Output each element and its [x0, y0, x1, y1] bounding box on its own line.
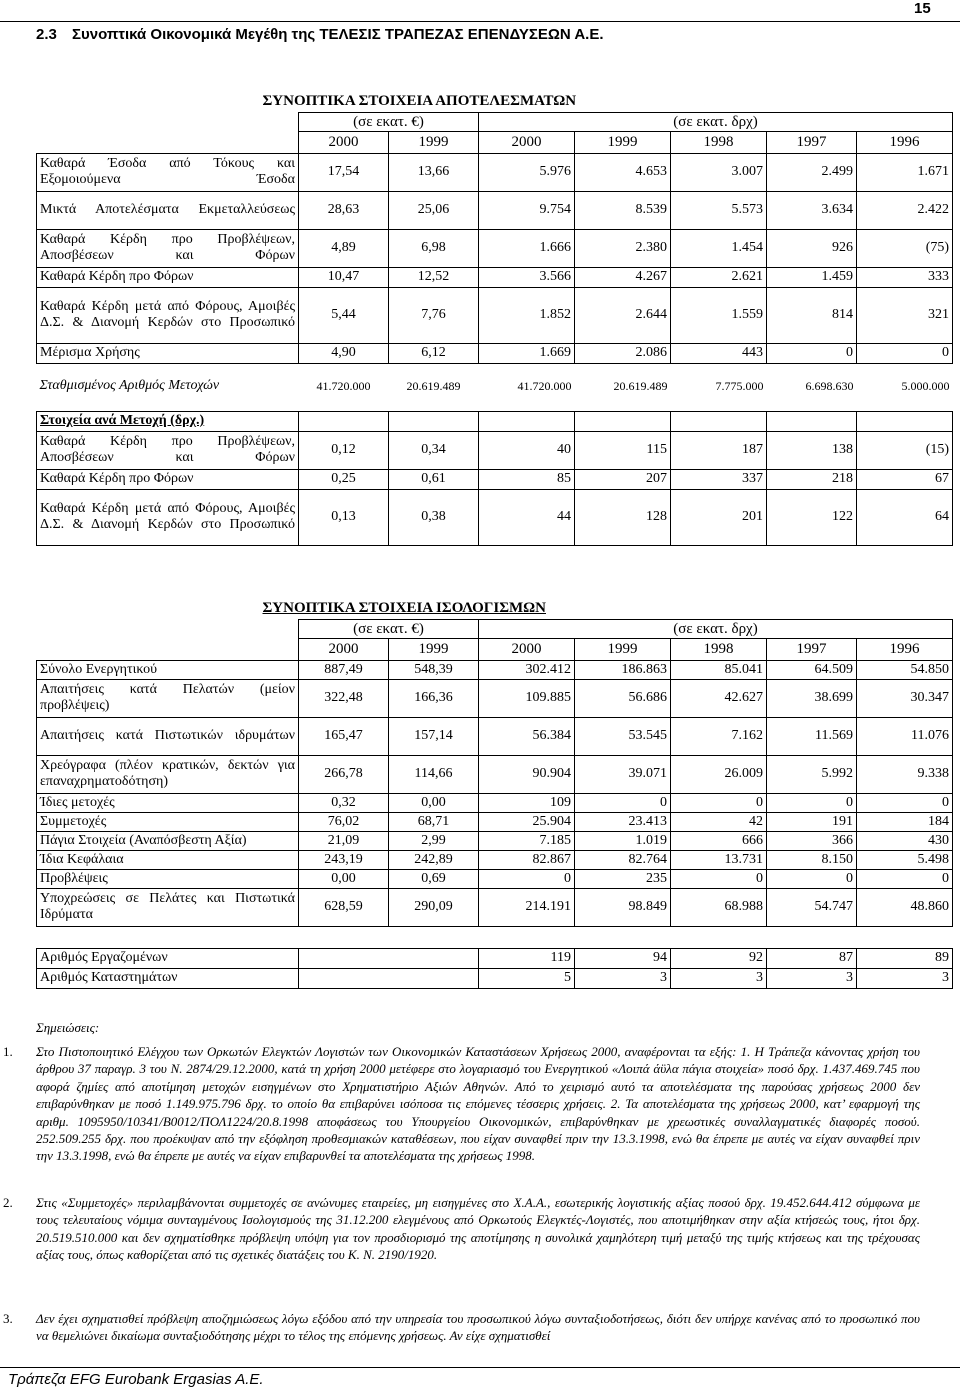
results-row-value: 13,66: [389, 153, 479, 191]
results-row-value: 4,90: [299, 343, 389, 363]
note-3-number: 3.: [3, 1311, 13, 1326]
balance-row-value: 7.162: [671, 717, 767, 755]
balance-row-value: 54.747: [767, 888, 857, 926]
per-share-row-value: 207: [575, 469, 671, 489]
results-row-value: 4,89: [299, 229, 389, 267]
results-row-label: Καθαρά Έσοδα από Τόκους και Εξομοιούμενα Έσοδα: [37, 153, 299, 191]
results-row-value: 2.621: [671, 267, 767, 287]
extra-row-value: 119: [479, 948, 575, 968]
balance-row: [37, 812, 953, 831]
per-share-row: [37, 469, 953, 489]
page-number: 15: [914, 0, 931, 17]
note-2-text: Στις «Συμμετοχές» περιλαμβάνονται συμμετοχές σε ανώνυμες εταιρείες, μη εισηγμένες στο Χ.Α.Α., εσωτερικής λογιστικής αξίας ποσού δρχ. 19.452.644.412 σύμφωνα με τους τελευταίους νόμιμα συνταγμένους Ισολογισμούς της 31.12.200 ελεγμένους από Ορκωτούς Ελεγκτές-Λογιστές, που αποτιμήθηκαν στην αξία κτήσεώς τους, ήτοι δρχ. 20.519.510.000 και δεν σχηματίσθηκε πρόβλεψη υπόψη για τον προσδιορισμό της αποτίμησης η συνολικά χαμηλότερη τιμή μεταξύ της τιμής κτήσεως και της τρέχουσας αξίας τους, όπως καθορίζεται από τις σχετικές διατάξεις του Κ. Ν. 2190/1920.: [36, 1195, 920, 1263]
balance-row-value: 13.731: [671, 850, 767, 869]
balance-row-value: 2,99: [389, 831, 479, 850]
balance-row-value: 76,02: [299, 812, 389, 831]
results-row-value: 8.539: [575, 191, 671, 229]
results-row-value: 7,76: [389, 287, 479, 343]
balance-row-value: 0: [857, 869, 953, 888]
per-share-row-value: 187: [671, 431, 767, 469]
balance-row-value: 184: [857, 812, 953, 831]
balance-row-label: Υποχρεώσεις σε Πελάτες και Πιστωτικά Ιδρύματα: [37, 888, 299, 926]
balance-row: [37, 793, 953, 812]
extra-row-empty: [299, 948, 479, 968]
balance-year-5: 1998: [671, 638, 767, 660]
balance-row-value: 9.338: [857, 755, 953, 793]
balance-row-label: Πάγια Στοιχεία (Αναπόσβεστη Αξία): [37, 831, 299, 850]
balance-row-value: 8.150: [767, 850, 857, 869]
results-row-label: Καθαρά Κέρδη μετά από Φόρους, Αμοιβές Δ.Σ. & Διανομή Κερδών στο Προσωπικό: [37, 287, 299, 343]
balance-row: [37, 755, 953, 793]
note-1-text: Στο Πιστοποιητικό Ελέγχου των Ορκωτών Ελεγκτών Λογιστών των Οικονομικών Καταστάσεων Χρήσεως 2000, αναφέρονται τα εξής: 1. Η Τράπεζα κάνοντας χρήση του άρθρου 37 παραγρ. 3 του Ν. 2874/29.12.2000, κατά τη χρήση 2000 μετέφερε στο λογαριασμό του Ενεργητικού «Λοιπά άϋλα πάγια στοιχεία» ποσό δρχ. 1.437.469.745 που αφορά ζημίες από αποτίμηση μετοχών εισηγμένων στο Χρηματιστήριο Αξιών Αθηνών. Από το χειρισμό αυτό τα αποτελέσματα της παρούσας χρήσεως 2000 δεν επιβαρύνθηκαν με ποσό 1.149.975.796 δρχ. το οποίο θα επιβαρύνει ισόποσα τις επόμενες τέσσερις χρήσεις. 2. Τα αποτελέσματα της χρήσεως 2000, κατ’ εφαρμογή της αριθμ. 1095950/10341/Β0012/ΠΟΛ1224/20.8.1998 αποφάσεως του Υπουργείου Οικονομικών, επιβαρύνθηκαν με χρεωστικές συναλλαγματικές διαφορές ποσού. 252.509.255 δρχ. που προέκυψαν από την εξόφληση προθεσμιακών καταθέσεων, που είχαν συναφθεί πριν την 13.3.1998, ενώ θα έπρεπε με αυτές να είχαν συναφθεί πριν την 13.3.1998, ενώ θα έπρεπε με αυτές να είχαν επιβαρυνθεί τα αποτελέσματα της χρήσεως 1998.: [36, 1044, 920, 1164]
results-row-label: Καθαρά Κέρδη προ Προβλέψεων, Αποσβέσεων και Φόρων: [37, 229, 299, 267]
balance-row-value: 0: [767, 793, 857, 812]
footer-text: Τράπεζα EFG Eurobank Ergasias A.E.: [8, 1371, 264, 1388]
shares-row-value: 7.775.000: [715, 379, 764, 393]
per-share-row-value: 0,61: [389, 469, 479, 489]
balance-row-value: 0: [671, 793, 767, 812]
balance-row: [37, 679, 953, 717]
balance-unit-drx: (σε εκατ. δρχ): [479, 619, 953, 638]
shares-row-value: 20.619.489: [613, 379, 668, 393]
per-share-title: Στοιχεία ανά Μετοχή (δρχ.): [37, 411, 299, 431]
per-share-row-value: 115: [575, 431, 671, 469]
balance-table: [36, 597, 953, 989]
results-row: [37, 287, 953, 343]
balance-unit-eur: (σε εκατ. €): [299, 619, 479, 638]
shares-row-value: 5.000.000: [901, 379, 950, 393]
results-row-value: 0: [767, 343, 857, 363]
shares-row-value: 6.698.630: [805, 379, 854, 393]
results-row-value: 1.459: [767, 267, 857, 287]
balance-row-value: 109: [479, 793, 575, 812]
results-row-value: 1.559: [671, 287, 767, 343]
shares-row: [37, 373, 953, 399]
results-year-5: 1998: [671, 131, 767, 153]
balance-row-label: Σύνολο Ενεργητικού: [37, 660, 299, 679]
balance-row-label: Ίδιες μετοχές: [37, 793, 299, 812]
note-3-text: Δεν έχει σχηματισθεί πρόβλεψη αποζημιώσεως λόγω εξόδου από την υπηρεσία του προσωπικού λόγω συνταξιοδοτήσεως, διότι δεν υπήρχε κανένας από το προσωπικό που να θεμελιώνει δικαίωμα συνταξιοδότησης μέχρι το τέλος της επόμενης χρήσεως. Αν είχε σχηματισθεί: [36, 1311, 920, 1344]
results-row-value: 4.653: [575, 153, 671, 191]
extra-row-value: 5: [479, 968, 575, 988]
results-row-value: 443: [671, 343, 767, 363]
per-share-row: [37, 489, 953, 545]
results-unit-drx: (σε εκατ. δρχ): [479, 112, 953, 131]
balance-year-7: 1996: [857, 638, 953, 660]
shares-row-value: 41.720.000: [517, 379, 572, 393]
results-row-value: 3.566: [479, 267, 575, 287]
results-row-label: Μέρισμα Χρήσης: [37, 343, 299, 363]
balance-row-value: 0: [479, 869, 575, 888]
results-year-3: 2000: [479, 131, 575, 153]
balance-row-label: Ίδια Κεφάλαια: [37, 850, 299, 869]
per-share-row-value: 0,34: [389, 431, 479, 469]
section-heading: [36, 26, 604, 43]
extra-row: [37, 968, 953, 988]
results-year-2: 1999: [389, 131, 479, 153]
balance-row-value: 82.867: [479, 850, 575, 869]
balance-row-value: 166,36: [389, 679, 479, 717]
per-share-row-value: 85: [479, 469, 575, 489]
extra-row-value: 3: [767, 968, 857, 988]
results-row: [37, 343, 953, 363]
balance-row-value: 366: [767, 831, 857, 850]
balance-row-value: 548,39: [389, 660, 479, 679]
per-share-row-label: Καθαρά Κέρδη προ Προβλέψεων, Αποσβέσεων και Φόρων: [37, 431, 299, 469]
results-row-value: 3.007: [671, 153, 767, 191]
results-row-value: 28,63: [299, 191, 389, 229]
balance-row-value: 0: [671, 869, 767, 888]
results-row-value: 1.669: [479, 343, 575, 363]
extra-row-value: 92: [671, 948, 767, 968]
per-share-row-value: 138: [767, 431, 857, 469]
balance-year-2: 1999: [389, 638, 479, 660]
note-2: [3, 1194, 920, 1264]
results-row-value: 5,44: [299, 287, 389, 343]
balance-row: [37, 888, 953, 926]
results-title: ΣΥΝΟΠΤΙΚΑ ΣΤΟΙΧΕΙΑ ΑΠΟΤΕΛΕΣΜΑΤΩΝ: [262, 92, 577, 109]
results-row-value: 814: [767, 287, 857, 343]
balance-row-value: 302.412: [479, 660, 575, 679]
extra-row-value: 89: [857, 948, 953, 968]
balance-row-value: 5.498: [857, 850, 953, 869]
balance-row-label: Χρεόγραφα (πλέον κρατικών, δεκτών για επαναχρηματοδότηση): [37, 755, 299, 793]
balance-row-value: 1.019: [575, 831, 671, 850]
results-row: [37, 229, 953, 267]
balance-row-value: 0: [767, 869, 857, 888]
results-year-6: 1997: [767, 131, 857, 153]
extra-row-value: 3: [575, 968, 671, 988]
balance-row: [37, 850, 953, 869]
per-share-row-value: (15): [857, 431, 953, 469]
per-share-row-value: 337: [671, 469, 767, 489]
shares-row-value: 20.619.489: [406, 379, 461, 393]
balance-row-value: 628,59: [299, 888, 389, 926]
balance-row-value: 38.699: [767, 679, 857, 717]
results-row: [37, 153, 953, 191]
extra-row-label: Αριθμός Καταστημάτων: [37, 968, 299, 988]
balance-year-6: 1997: [767, 638, 857, 660]
results-row-value: 2.422: [857, 191, 953, 229]
extra-row-empty: [299, 968, 479, 988]
balance-row-value: 54.850: [857, 660, 953, 679]
per-share-row-value: 0,12: [299, 431, 389, 469]
results-row-value: 2.499: [767, 153, 857, 191]
results-row-value: 3.634: [767, 191, 857, 229]
balance-row: [37, 717, 953, 755]
results-row-value: 2.380: [575, 229, 671, 267]
extra-row-value: 87: [767, 948, 857, 968]
balance-row-label: Απαιτήσεις κατά Πιστωτικών ιδρυμάτων: [37, 717, 299, 755]
results-row-label: Καθαρά Κέρδη προ Φόρων: [37, 267, 299, 287]
balance-row-value: 85.041: [671, 660, 767, 679]
balance-row-value: 26.009: [671, 755, 767, 793]
note-1-number: 1.: [3, 1044, 13, 1059]
section-number: 2.3: [36, 26, 57, 43]
per-share-row-value: 67: [857, 469, 953, 489]
balance-row-value: 7.185: [479, 831, 575, 850]
balance-row-value: 0: [857, 793, 953, 812]
results-row-value: (75): [857, 229, 953, 267]
results-row-value: 2.086: [575, 343, 671, 363]
per-share-row-value: 0,25: [299, 469, 389, 489]
balance-row: [37, 831, 953, 850]
results-unit-eur: (σε εκατ. €): [299, 112, 479, 131]
balance-row-value: 23.413: [575, 812, 671, 831]
per-share-row-value: 0,38: [389, 489, 479, 545]
balance-row-value: 21,09: [299, 831, 389, 850]
results-row-value: 5.573: [671, 191, 767, 229]
results-row-value: 4.267: [575, 267, 671, 287]
per-share-row-value: 40: [479, 431, 575, 469]
balance-row-value: 266,78: [299, 755, 389, 793]
extra-row-value: 3: [857, 968, 953, 988]
balance-row-value: 48.860: [857, 888, 953, 926]
per-share-row-value: 218: [767, 469, 857, 489]
footer-rule: [0, 1367, 960, 1368]
balance-row-value: 39.071: [575, 755, 671, 793]
results-row-label: Μικτά Αποτελέσματα Εκμεταλλεύσεως: [37, 191, 299, 229]
results-row-value: 1.852: [479, 287, 575, 343]
balance-row-value: 68,71: [389, 812, 479, 831]
extra-row-value: 94: [575, 948, 671, 968]
balance-row-value: 0: [575, 793, 671, 812]
per-share-row-value: 122: [767, 489, 857, 545]
per-share-row-value: 201: [671, 489, 767, 545]
balance-row-value: 235: [575, 869, 671, 888]
balance-row-value: 666: [671, 831, 767, 850]
per-share-row-value: 0,13: [299, 489, 389, 545]
balance-year-3: 2000: [479, 638, 575, 660]
results-year-1: 2000: [299, 131, 389, 153]
balance-row-value: 56.686: [575, 679, 671, 717]
balance-row-value: 114,66: [389, 755, 479, 793]
balance-row-value: 0,32: [299, 793, 389, 812]
notes-title: Σημειώσεις:: [36, 1020, 100, 1035]
balance-row-value: 30.347: [857, 679, 953, 717]
results-row-value: 2.644: [575, 287, 671, 343]
balance-row-value: 109.885: [479, 679, 575, 717]
results-row-value: 10,47: [299, 267, 389, 287]
balance-row-value: 887,49: [299, 660, 389, 679]
balance-row-value: 11.076: [857, 717, 953, 755]
extra-row-value: 3: [671, 968, 767, 988]
balance-row-value: 11.569: [767, 717, 857, 755]
per-share-row: [37, 431, 953, 469]
results-row-value: 333: [857, 267, 953, 287]
balance-row-value: 0,00: [299, 869, 389, 888]
per-share-row-value: 128: [575, 489, 671, 545]
balance-row-value: 53.545: [575, 717, 671, 755]
results-row-value: 17,54: [299, 153, 389, 191]
per-share-row-value: 44: [479, 489, 575, 545]
balance-row: [37, 660, 953, 679]
results-year-4: 1999: [575, 131, 671, 153]
note-2-number: 2.: [3, 1195, 13, 1210]
per-share-row-value: 64: [857, 489, 953, 545]
balance-row-label: Απαιτήσεις κατά Πελατών (μείον προβλέψεις): [37, 679, 299, 717]
balance-row-value: 165,47: [299, 717, 389, 755]
balance-row-value: 64.509: [767, 660, 857, 679]
results-row-value: 12,52: [389, 267, 479, 287]
balance-year-4: 1999: [575, 638, 671, 660]
section-title: Συνοπτικά Οικονομικά Μεγέθη της ΤΕΛΕΣΙΣ ΤΡΑΠΕΖΑΣ ΕΠΕΝΔΥΣΕΩΝ Α.Ε.: [72, 26, 604, 43]
results-year-7: 1996: [857, 131, 953, 153]
balance-row-value: 243,19: [299, 850, 389, 869]
balance-row-value: 290,09: [389, 888, 479, 926]
results-row-value: 321: [857, 287, 953, 343]
results-row-value: 1.666: [479, 229, 575, 267]
balance-row-value: 242,89: [389, 850, 479, 869]
extra-row-label: Αριθμός Εργαζομένων: [37, 948, 299, 968]
balance-row-value: 430: [857, 831, 953, 850]
note-1: [3, 1043, 920, 1165]
balance-row-value: 98.849: [575, 888, 671, 926]
results-row-value: 1.671: [857, 153, 953, 191]
per-share-row-label: Καθαρά Κέρδη μετά από Φόρους, Αμοιβές Δ.Σ. & Διανομή Κερδών στο Προσωπικό: [37, 489, 299, 545]
balance-title: ΣΥΝΟΠΤΙΚΑ ΣΤΟΙΧΕΙΑ ΙΣΟΛΟΓΙΣΜΩΝ: [262, 599, 546, 616]
balance-row-value: 68.988: [671, 888, 767, 926]
results-row-value: 926: [767, 229, 857, 267]
balance-row-value: 25.904: [479, 812, 575, 831]
balance-row-value: 42: [671, 812, 767, 831]
results-row: [37, 267, 953, 287]
results-row-value: 9.754: [479, 191, 575, 229]
balance-year-1: 2000: [299, 638, 389, 660]
balance-row-value: 56.384: [479, 717, 575, 755]
balance-row-value: 42.627: [671, 679, 767, 717]
balance-row: [37, 869, 953, 888]
balance-row-value: 191: [767, 812, 857, 831]
results-row-value: 25,06: [389, 191, 479, 229]
results-row-value: 0: [857, 343, 953, 363]
results-table: [36, 90, 953, 546]
balance-row-label: Συμμετοχές: [37, 812, 299, 831]
balance-row-value: 82.764: [575, 850, 671, 869]
balance-row-value: 0,00: [389, 793, 479, 812]
shares-row-label: Σταθμισμένος Αριθμός Μετοχών: [39, 378, 220, 393]
balance-row-value: 157,14: [389, 717, 479, 755]
results-row-value: 6,12: [389, 343, 479, 363]
results-row-value: 5.976: [479, 153, 575, 191]
balance-row-value: 5.992: [767, 755, 857, 793]
balance-row-value: 322,48: [299, 679, 389, 717]
shares-row-value: 41.720.000: [316, 379, 371, 393]
results-row-value: 1.454: [671, 229, 767, 267]
header-rule: [0, 21, 960, 22]
results-row: [37, 191, 953, 229]
per-share-row-label: Καθαρά Κέρδη προ Φόρων: [37, 469, 299, 489]
balance-row-label: Προβλέψεις: [37, 869, 299, 888]
note-3: [3, 1310, 920, 1345]
balance-row-value: 90.904: [479, 755, 575, 793]
extra-row: [37, 948, 953, 968]
balance-row-value: 0,69: [389, 869, 479, 888]
balance-row-value: 186.863: [575, 660, 671, 679]
results-row-value: 6,98: [389, 229, 479, 267]
balance-row-value: 214.191: [479, 888, 575, 926]
